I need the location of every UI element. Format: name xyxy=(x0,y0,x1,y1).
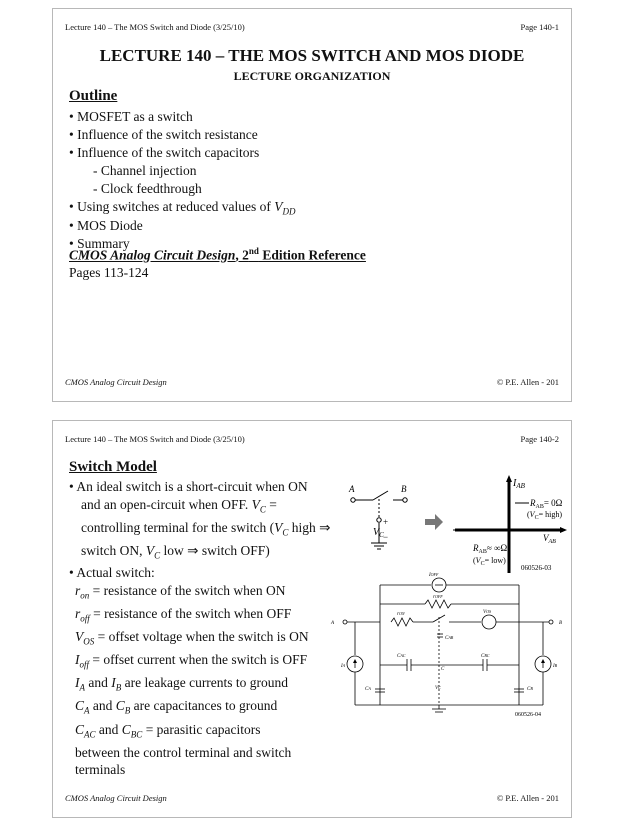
iv-axes xyxy=(453,478,565,573)
text-span: controlling terminal for the switch ( xyxy=(81,519,275,535)
node-a-label: A xyxy=(349,484,355,494)
vc-subscript: C xyxy=(282,527,289,538)
param-symbol: I xyxy=(111,675,116,691)
roff-resistor-icon xyxy=(425,600,451,608)
ideal-switch-symbol xyxy=(351,491,407,549)
text-span: and xyxy=(85,675,112,691)
param-subscript: B xyxy=(115,682,122,693)
vc-subscript: C xyxy=(259,504,266,515)
ideal-line-2 xyxy=(69,496,330,519)
param-symbol: I xyxy=(75,652,80,668)
minus-label: − xyxy=(383,532,389,542)
param-text: = offset current when the switch is OFF xyxy=(89,652,308,668)
outline-item: • MOS Diode xyxy=(69,218,143,233)
node-b-terminal xyxy=(549,620,553,624)
param-subscript: off xyxy=(80,613,90,624)
vc-symbol: V xyxy=(274,519,283,535)
ron-label: rON xyxy=(397,611,405,617)
param-subscript: AC xyxy=(84,729,96,740)
vab-label: $V_{AB}$ xyxy=(543,533,556,545)
param-subscript: A xyxy=(79,682,85,693)
ideal-switch-diagram xyxy=(333,473,569,573)
param-symbol: C xyxy=(75,721,85,737)
actual-item xyxy=(69,628,309,651)
outline-item xyxy=(69,199,296,217)
param-symbol: r xyxy=(75,582,81,598)
param-subscript: off xyxy=(79,659,90,670)
param-text: are leakage currents to ground xyxy=(121,675,289,691)
rab-off-label: $R_{AB}\approx \infty\Omega$ xyxy=(473,543,508,555)
text-span: switch ON, xyxy=(81,542,146,558)
rab-on-condition: ($V_C=$ high) xyxy=(527,510,562,521)
vab-arrow-icon xyxy=(560,527,567,533)
slide-1 xyxy=(52,8,572,402)
vc-subscript: C xyxy=(154,550,161,561)
param-text: are capacitances to ground xyxy=(130,698,278,714)
capacitance-item xyxy=(69,697,309,720)
param-subscript: A xyxy=(84,706,90,717)
actual-item xyxy=(69,605,309,628)
between-line-1: between the control terminal and switch xyxy=(75,744,292,760)
param-symbol: C xyxy=(75,698,85,714)
actual-switch-paragraph xyxy=(69,564,309,779)
ioff-label: IOFF xyxy=(429,572,439,578)
slide-page-number: Page 140-1 xyxy=(520,22,559,32)
param-text: = parasitic capacitors xyxy=(142,721,261,737)
between-line-2: terminals xyxy=(75,762,126,778)
edition-superscript: nd xyxy=(248,246,259,256)
outline-subitem: - Clock feedthrough xyxy=(93,181,202,196)
param-symbol: r xyxy=(75,605,81,621)
cb-label: CB xyxy=(527,686,533,692)
param-subscript: on xyxy=(80,590,90,601)
param-text: = resistance of the switch when ON xyxy=(89,582,286,598)
lecture-title: LECTURE 140 – THE MOS SWITCH AND MOS DIODE xyxy=(99,46,525,65)
param-text: = offset voltage when the switch is ON xyxy=(94,628,309,644)
vos-label: VOS xyxy=(483,609,491,615)
vc-symbol: V xyxy=(145,542,155,558)
slide-header-left: Lecture 140 – The MOS Switch and Diode (3/25/10) xyxy=(65,434,245,444)
text-span: and xyxy=(95,721,122,737)
param-symbol: C xyxy=(121,721,131,737)
slide-footer-right: © P.E. Allen - 201 xyxy=(496,377,559,387)
text-span: low ⇒ switch OFF) xyxy=(160,542,270,558)
vc-node-label: VC xyxy=(435,685,441,691)
ideal-line-4 xyxy=(69,542,330,565)
reference-rest: Edition Reference xyxy=(258,247,366,263)
switch-model-heading: Switch Model xyxy=(69,459,157,475)
node-a-terminal xyxy=(343,620,347,624)
vdd-symbol: V xyxy=(274,199,283,214)
slide-footer-left: CMOS Analog Circuit Design xyxy=(65,793,167,803)
plus-label: + xyxy=(383,517,389,527)
cbc-label: CBC xyxy=(481,653,490,659)
outline-item: • Influence of the switch capacitors xyxy=(69,145,260,160)
outline-heading: Outline xyxy=(69,88,118,104)
actual-item xyxy=(69,651,309,674)
cab-label: CAB xyxy=(445,635,454,641)
text-span: high ⇒ xyxy=(288,519,331,535)
vc-symbol: V xyxy=(251,496,260,512)
roff-label: rOFF xyxy=(433,594,443,600)
iab-label: $I_{AB}$ xyxy=(513,478,525,490)
textbook-reference xyxy=(69,246,366,264)
rab-on-label: $R_{AB}= 0\Omega$ xyxy=(530,498,563,510)
figure-id-2: 060526-04 xyxy=(515,712,541,718)
ideal-line-3 xyxy=(69,519,330,542)
text-span: and xyxy=(89,698,116,714)
node-a-label: A xyxy=(331,621,335,626)
slide-footer-left: CMOS Analog Circuit Design xyxy=(65,377,167,387)
vos-source-icon xyxy=(482,615,496,629)
text-span: = xyxy=(265,496,277,512)
outline-item: • MOSFET as a switch xyxy=(69,109,193,124)
iab-arrow-icon xyxy=(506,475,512,482)
lecture-subtitle: LECTURE ORGANIZATION xyxy=(233,69,391,83)
figure-id-1: 060526-03 xyxy=(521,564,552,572)
param-symbol: V xyxy=(75,628,84,644)
node-b-label: B xyxy=(401,484,407,494)
param-symbol: I xyxy=(75,675,80,691)
parasitic-item xyxy=(69,721,309,744)
outline-item: • Summary xyxy=(69,236,130,251)
param-subscript: B xyxy=(124,706,131,717)
rab-off-condition: $(V_C= low)$ xyxy=(473,556,506,567)
reference-separator: , 2 xyxy=(235,247,249,263)
text-span: and an open-circuit when OFF. xyxy=(81,496,252,512)
reference-pages: Pages 113-124 xyxy=(69,265,149,280)
book-title: CMOS Analog Circuit Design xyxy=(69,247,236,263)
outline-subitem: - Channel injection xyxy=(93,163,197,178)
actual-item xyxy=(69,582,309,605)
node-b-label: B xyxy=(559,621,563,626)
vc-label: $V_C$ xyxy=(373,527,384,539)
leakage-item xyxy=(69,674,309,697)
param-text: = resistance of the switch when OFF xyxy=(89,605,292,621)
param-subscript: OS xyxy=(83,636,95,647)
actual-heading: • Actual switch: xyxy=(69,565,155,580)
outline-item-text: • Using switches at reduced values of xyxy=(69,199,275,214)
vdd-subscript: DD xyxy=(282,206,296,217)
slide-footer-right: © P.E. Allen - 201 xyxy=(496,793,559,803)
ideal-line-1: • An ideal switch is a short-circuit when ON xyxy=(69,479,308,494)
outline-item: • Influence of the switch resistance xyxy=(69,127,258,142)
ron-resistor-icon xyxy=(391,618,413,626)
ideal-switch-paragraph xyxy=(69,478,330,565)
ia-label: IA xyxy=(341,663,346,669)
actual-switch-diagram xyxy=(325,572,569,718)
slide-header-left: Lecture 140 – The MOS Switch and Diode (3/25/10) xyxy=(65,22,245,32)
param-subscript: BC xyxy=(130,729,143,740)
param-symbol: C xyxy=(115,698,125,714)
cac-label: CAC xyxy=(397,653,406,659)
slide-page-number: Page 140-2 xyxy=(520,434,559,444)
implies-arrow-icon xyxy=(425,514,443,530)
ib-label: IB xyxy=(553,663,558,669)
slide-2 xyxy=(52,420,572,818)
node-c-label: C xyxy=(441,667,445,672)
ca-label: CA xyxy=(365,686,371,692)
